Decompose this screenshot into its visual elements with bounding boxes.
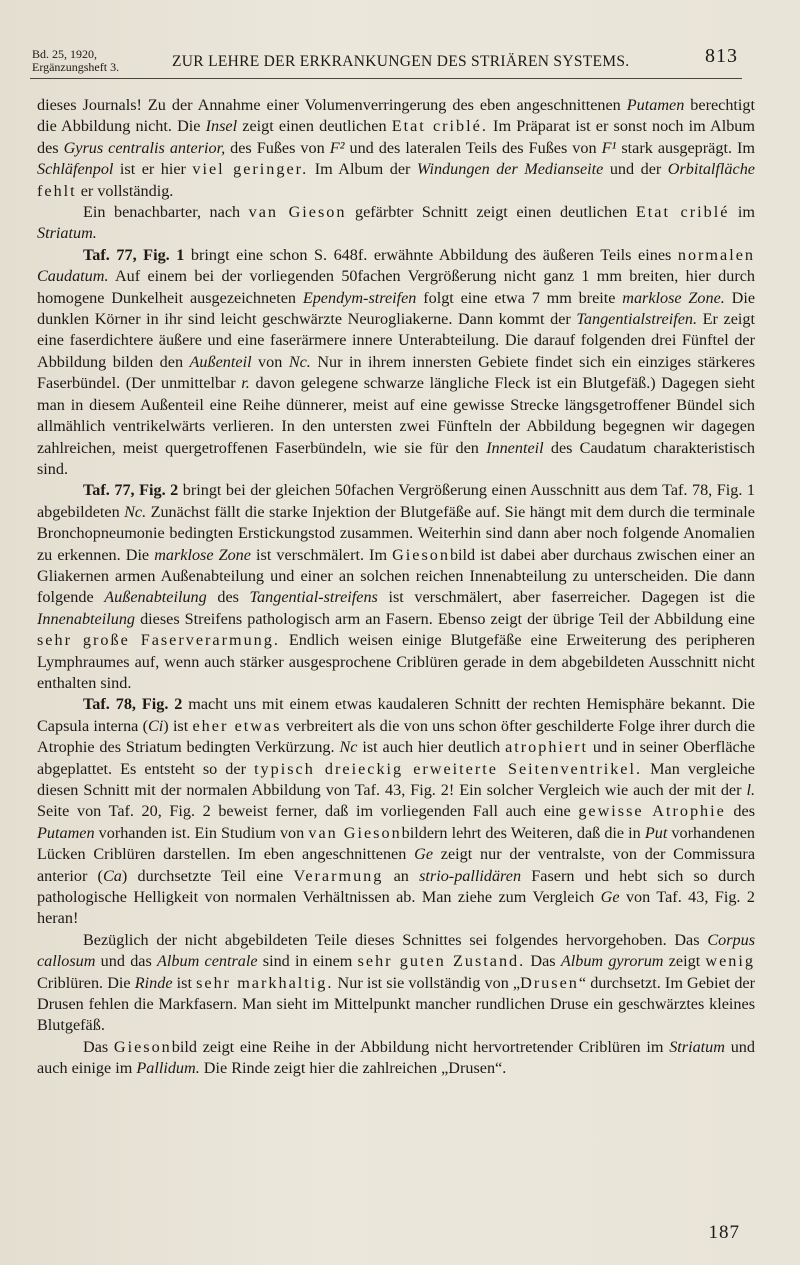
text-run: F²	[329, 138, 345, 157]
text-run: Orbitalfläche	[667, 160, 755, 179]
text-run: Taf. 77, Fig. 1	[83, 245, 185, 264]
text-run: Bezüglich der nicht abgebildeten Teile dieses Schnittes sei folgendes hervorgehoben. Das	[83, 930, 708, 949]
text-run: Album centrale	[157, 952, 258, 971]
running-title: ZUR LEHRE DER ERKRANKUNGEN DES STRIÄREN SYSTEMS.	[172, 53, 630, 70]
text-run: marklose Zone.	[622, 288, 725, 307]
text-run: r.	[241, 374, 250, 393]
text-run: Tangential-streifens	[249, 588, 378, 607]
text-run: atrophiert	[505, 738, 589, 757]
text-run: Putamen	[37, 823, 95, 842]
text-run: eher etwas	[192, 716, 282, 735]
text-run: von Taf. 43, Fig. 2 heran!	[37, 888, 755, 928]
text-run: er vollständig.	[76, 181, 174, 200]
text-run: sind in einem	[257, 952, 358, 971]
text-run: bild ist dabei aber durchaus zwischen einer an Gliakernen armen Außenabteilung und einer an solchen reichen Innenabteilung zu unterscheiden. Die dann folgende	[37, 545, 755, 607]
text-run: F¹	[601, 138, 617, 157]
text-run: zeigt	[663, 952, 706, 971]
text-run: l.	[746, 781, 755, 799]
text-run: bild zeigt eine Reihe in der Abbildung nicht hervortretender Criblüren im	[171, 1037, 670, 1056]
text-run: des	[206, 588, 250, 607]
text-run: und in seiner Oberfläche abgeplattet. Es entsteht so der	[37, 738, 756, 778]
text-run: und der	[603, 160, 668, 179]
text-run: Die Rinde zeigt hier die zahlreichen „Drusen“.	[199, 1059, 507, 1078]
text-run: des Fußes von	[225, 138, 330, 157]
text-run: und auch einige im	[37, 1037, 755, 1078]
text-run: des Caudatum charakteristisch sind.	[37, 438, 755, 478]
paragraph	[37, 480, 755, 694]
text-run: an	[383, 866, 420, 885]
text-run: bringt bei der gleichen 50fachen Vergrößerung einen Ausschnitt aus dem Taf. 78, Fig. 1 abgebildeten	[37, 481, 755, 521]
text-run: Drusen	[520, 973, 579, 992]
text-run: Das	[525, 952, 561, 971]
text-run: Auf einem bei der vorliegenden 50fachen Vergrößerung nicht ganz 1 mm breiten, hier durch homogene Dunkelheit ausgezeichneten	[37, 267, 755, 307]
text-run: Gieson	[113, 1037, 172, 1056]
paragraph	[37, 1037, 755, 1080]
text-run: Putamen	[626, 96, 685, 114]
text-run: macht uns mit einem etwas kaudaleren Schnitt der rechten Hemisphäre bekannt. Die Capsula interna (	[37, 695, 755, 735]
text-run: Pallidum.	[136, 1059, 200, 1078]
text-run: Put	[644, 823, 668, 842]
text-run: bringt eine schon S. 648f. erwähnte Abbildung des äußeren Teils eines	[184, 245, 678, 264]
volume-label: Bd. 25, 1920,	[32, 47, 98, 61]
text-run: und das	[95, 952, 158, 971]
text-run: Tangentialstreifen.	[576, 310, 698, 329]
text-run: sehr markhaltig.	[196, 973, 334, 992]
text-run: fehlt	[37, 181, 77, 200]
text-run: Etat criblé.	[391, 117, 488, 136]
text-run: Caudatum.	[37, 267, 109, 286]
text-run: Windungen der Medianseite	[416, 160, 604, 179]
text-run: Etat criblé	[635, 203, 730, 222]
text-run: ist auch hier deutlich	[357, 738, 506, 757]
text-run: bildern lehrt des Weiteren, daß die in	[401, 823, 645, 842]
running-header	[30, 44, 742, 79]
text-run: Gieson	[392, 545, 450, 564]
text-run: Fasern und hebt sich so durch pathologische Helligkeit von normalen Verhältnissen ab. Man ziehe zum Vergleich	[37, 866, 756, 907]
text-run: viel geringer.	[192, 160, 309, 179]
text-run: van Gieson	[248, 203, 347, 222]
text-run: verbreitert als die von uns schon öfter geschilderte Folge ihrer durch die Atrophie des Striatum bedingten Verkürzung.	[37, 716, 756, 757]
paragraph	[37, 694, 755, 929]
text-run: Striatum.	[37, 224, 97, 243]
paragraph	[37, 930, 755, 1037]
text-run: ist	[172, 973, 197, 992]
text-run: Man vergleiche diesen Schnitt mit der normalen Abbildung von Taf. 43, Fig. 2! Ein solcher Vergleich wie auch der mit der	[37, 759, 755, 799]
text-run: vorhanden ist. Ein Studium von	[94, 823, 309, 842]
text-run: strio-pallidären	[419, 866, 522, 885]
text-run: Die dunklen Körner in ihr sind leicht geschwärzte Neurogliakerne. Dann kommt der	[37, 288, 756, 329]
text-run: zeigt nur der ventralste, von der Commissura anterior (	[37, 845, 756, 885]
text-run: Gyrus centralis anterior,	[63, 138, 226, 157]
text-run: gefärbter Schnitt zeigt einen deutlichen	[346, 203, 636, 222]
text-run: Corpus callosum	[37, 930, 755, 971]
text-run: Criblüren. Die	[37, 973, 135, 992]
text-run: Ci	[148, 716, 164, 735]
text-run: Ge	[414, 845, 433, 864]
paragraph	[37, 202, 755, 245]
text-run: Taf. 77, Fig. 2	[83, 481, 179, 500]
text-run: Das	[83, 1037, 114, 1056]
signature-mark: 187	[708, 1222, 740, 1243]
text-run: Nur ist sie vollständig von „	[333, 973, 521, 992]
text-run: Zunächst fällt die starke Injektion der Blutgefäße auf. Sie hängt mit dem durch die terminale Bronchopneumonie bedingten Erstickungstod zusammen. Weiterhin sind dann aber noch folgende Anomalien zu erkennen. Die	[37, 502, 755, 564]
text-run: ist verschmälert, aber faserreicher. Dagegen ist die	[377, 588, 756, 607]
text-run: vorhandenen Lücken Criblüren darstellen. Im eben angeschnittenen	[37, 823, 756, 864]
text-run: ist verschmälert. Im	[250, 545, 393, 564]
text-run: Nc	[339, 738, 358, 757]
text-run: berechtigt die Abbildung nicht. Die	[37, 96, 756, 136]
text-run: Verarmung	[293, 866, 384, 885]
text-run: ) ist	[163, 716, 193, 735]
text-run: ist er hier	[113, 160, 193, 179]
text-run: von	[251, 352, 289, 371]
text-run: Taf. 78, Fig. 2	[83, 695, 183, 714]
text-run: van Gieson	[308, 823, 402, 842]
supplement-label: Ergänzungsheft 3.	[32, 60, 120, 74]
page-number: 813	[705, 45, 738, 67]
text-run: Seite von Taf. 20, Fig. 2 beweist ferner, daß im vorliegenden Fall auch eine	[37, 802, 579, 821]
text-run: Rinde	[134, 973, 173, 992]
paragraph	[37, 245, 755, 480]
text-run: folgt eine etwa 7 mm breite	[416, 288, 623, 307]
text-run: Im Album der	[308, 160, 417, 179]
text-run: marklose Zone	[154, 545, 251, 564]
text-run: Außenteil	[189, 352, 252, 371]
text-run: stark ausgeprägt. Im	[616, 138, 755, 157]
text-run: ) durchsetzte Teil eine	[121, 866, 294, 885]
text-run: normalen	[677, 245, 755, 264]
text-run: Nc.	[288, 352, 311, 371]
text-run: Innenteil	[486, 438, 544, 457]
text-run: sehr große Faserverarmung.	[37, 631, 280, 650]
text-run: Ependym-streifen	[302, 288, 417, 307]
text-run: zeigt einen deutlichen	[237, 117, 392, 136]
text-run: Album gyrorum	[560, 952, 664, 971]
text-run: “ durchsetzt. Im Gebiet der Drusen fehlen die Markfasern. Man sieht im Mittelpunkt mancher rundlichen Druse ein geschwärztes kleines Blutgefäß.	[37, 973, 756, 1035]
text-run: Er zeigt eine faserdichtere äußere und eine faserärmere innere Unterabteilung. Die darauf folgenden drei Fünftel der Abbildung bilden den	[37, 310, 755, 371]
text-run: dieses Streifens pathologisch arm an Fasern. Ebenso zeigt der übrige Teil der Abbildung eine	[135, 609, 755, 628]
text-run: davon gelegene schwarze längliche Fleck ist ein Blutgefäß.) Dagegen sieht man in diesem Außenteil eine Reihe dünnerer, meist auf eine gewisse Strecke längsgetroffener Bündel sich allmählich ventrikelwärts verlieren. In den untersten zwei Fünfteln der Abbildung begegnen wir dagegen zahlreichen, meist quergetroffenen Faserbündeln, wie sie für den	[37, 374, 755, 457]
text-run: und des lateralen Teils des Fußes von	[344, 138, 602, 157]
body-text	[37, 95, 755, 1080]
text-run: Ge	[600, 888, 620, 907]
paragraph	[37, 95, 755, 202]
text-run: Nur in ihrem innersten Gebiete findet sich ein einziges stärkeres Faserbündel. (Der unmittelbar	[37, 352, 755, 393]
text-run: typisch dreieckig erweiterte Seitenventrikel.	[254, 759, 643, 778]
text-run: des	[725, 802, 756, 821]
text-run: Insel	[205, 117, 238, 136]
text-run: gewisse Atrophie	[578, 802, 726, 821]
text-run: Außenabteilung	[104, 588, 207, 607]
text-run: im	[729, 203, 756, 222]
text-run: wenig	[705, 952, 755, 971]
text-run: sehr guten Zustand.	[357, 952, 526, 971]
text-run: Endlich weisen einige Blutgefäße eine Erweiterung des peripheren Lymphraumes auf, wenn auch stärker ausgesprochene Criblüren gerade in dem abgebildeten Ausschnitt nicht enthalten sind.	[37, 631, 755, 692]
text-run: Ca	[102, 866, 122, 885]
text-run: Striatum	[669, 1037, 725, 1056]
text-run: Schläfenpol	[37, 160, 114, 179]
text-run: Innenabteilung	[37, 609, 136, 628]
text-run: dieses Journals! Zu der Annahme einer Volumenverringerung des eben angeschnittenen	[37, 96, 627, 114]
text-run: Nc.	[124, 502, 147, 521]
volume-info	[32, 48, 119, 74]
text-run: Im Präparat ist er sonst noch im Album des	[37, 117, 755, 157]
text-run: Ein benachbarter, nach	[83, 203, 249, 222]
